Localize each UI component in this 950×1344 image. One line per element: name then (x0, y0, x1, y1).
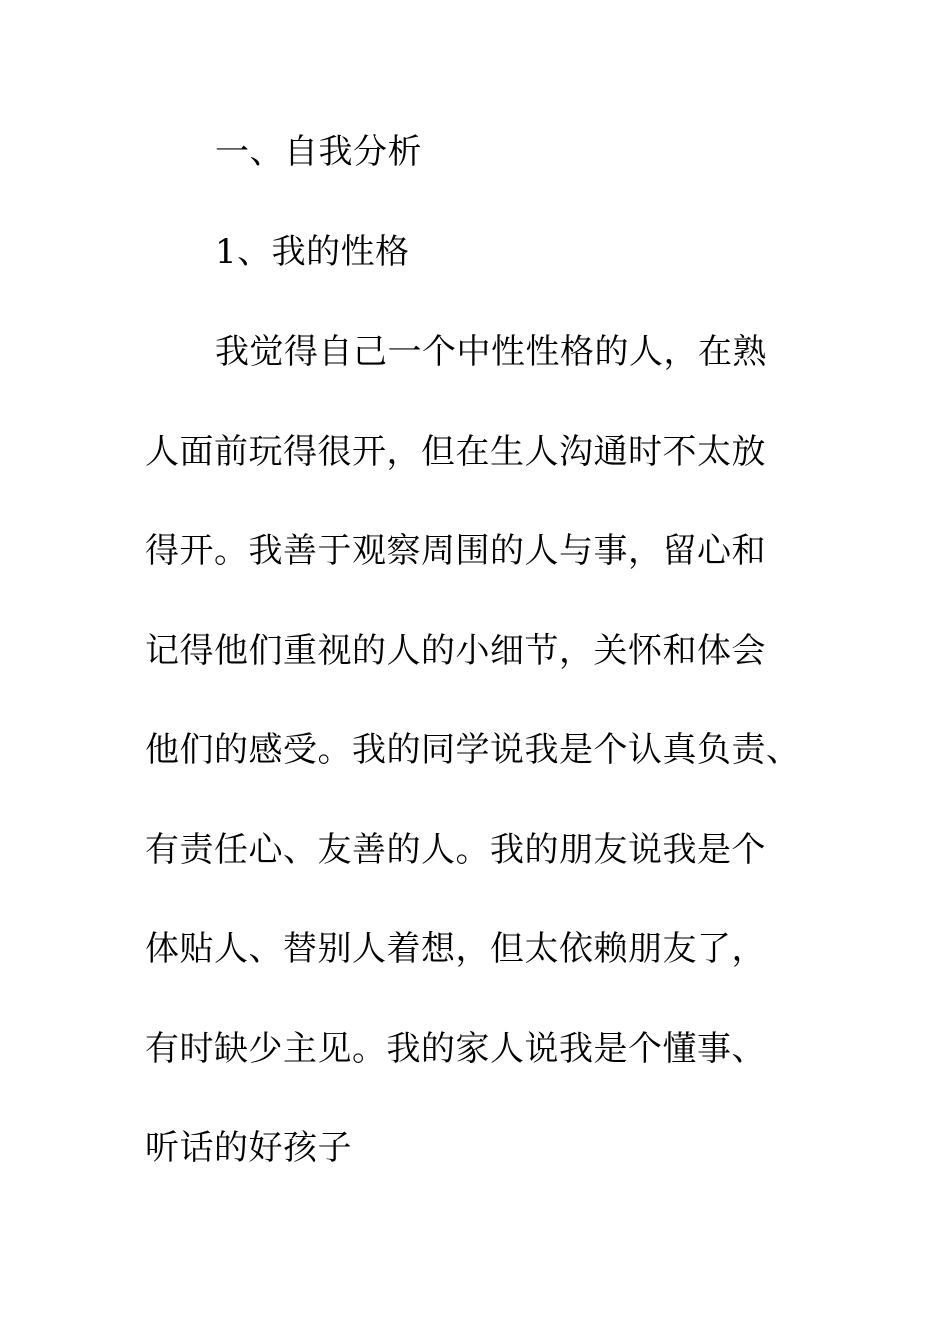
section-heading: 一、自我分析 (215, 132, 422, 172)
paragraph-line: 体贴人、替别人着想，但太依赖朋友了， (145, 929, 766, 969)
subsection-heading: 1、我的性格 (215, 232, 410, 272)
paragraph-line: 有责任心、友善的人。我的朋友说我是个 (145, 830, 766, 870)
paragraph-line: 记得他们重视的人的小细节，关怀和体会 (145, 631, 766, 671)
paragraph-line: 有时缺少主见。我的家人说我是个懂事、 (145, 1029, 766, 1069)
paragraph-line: 他们的感受。我的同学说我是个认真负责、 (145, 730, 801, 770)
paragraph-line: 人面前玩得很开，但在生人沟通时不太放 (145, 432, 766, 472)
paragraph-line: 我觉得自己一个中性性格的人，在熟 (215, 332, 767, 372)
paragraph-line: 听话的好孩子 (145, 1128, 352, 1168)
paragraph-line: 得开。我善于观察周围的人与事，留心和 (145, 531, 766, 571)
